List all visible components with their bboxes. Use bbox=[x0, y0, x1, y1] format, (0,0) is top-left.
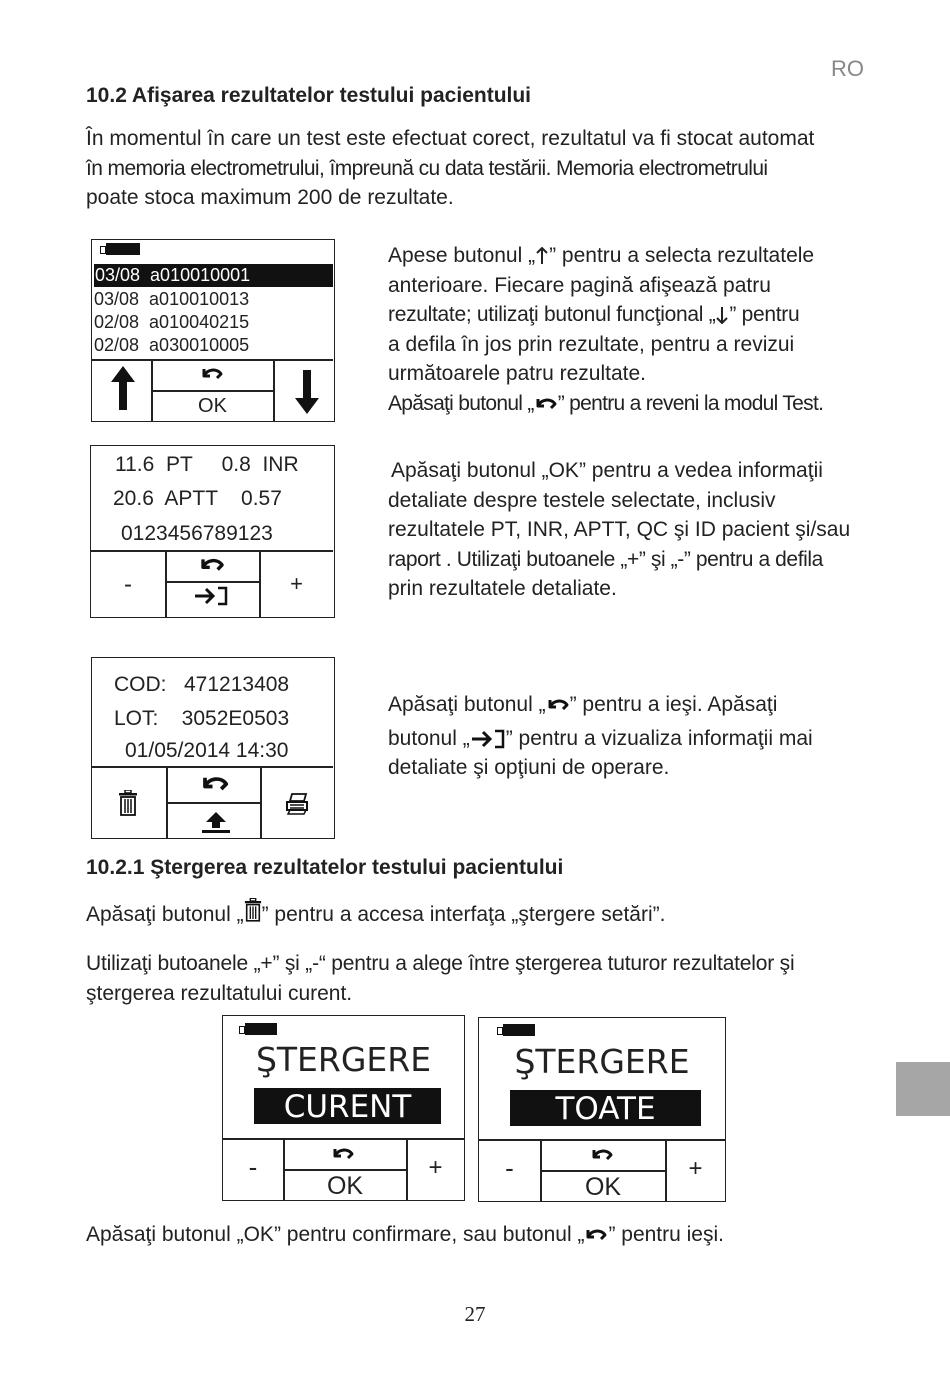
side-tab-marker bbox=[896, 1062, 950, 1116]
delete-title: ŞTERGERE bbox=[255, 1040, 432, 1079]
arrow-up-icon bbox=[535, 247, 549, 265]
delete-choice-paragraph bbox=[86, 949, 863, 1008]
battery-icon bbox=[245, 1023, 277, 1035]
result-row[interactable]: 02/08 a030010005 bbox=[94, 335, 250, 355]
intro-line: În momentul în care un test este efectuat corect, rezultatul va fi stocat automat bbox=[86, 127, 815, 150]
back-icon[interactable] bbox=[198, 556, 226, 574]
back-icon bbox=[534, 396, 558, 412]
text: ” pentru a vizualiza informaţii mai bbox=[505, 726, 813, 750]
back-icon bbox=[584, 1227, 608, 1243]
minus-button[interactable]: - bbox=[124, 571, 132, 598]
arrow-down-icon bbox=[715, 306, 729, 324]
text: ” pentru a selecta rezultatele bbox=[549, 244, 815, 267]
text: Apăsaţi butonul „OK” pentru a vedea informaţii bbox=[391, 459, 823, 482]
arrow-up-icon[interactable] bbox=[108, 364, 138, 412]
intro-paragraph bbox=[86, 124, 863, 213]
text: rezultatele PT, INR, APTT, QC şi ID pacient şi/sau bbox=[388, 518, 851, 541]
language-label: RO bbox=[831, 56, 864, 81]
confirm-paragraph bbox=[86, 1220, 724, 1250]
text: detaliate şi opţiuni de operare. bbox=[388, 756, 670, 779]
result-row[interactable]: 02/08 a010040215 bbox=[94, 312, 250, 332]
text: ” pentru ieşi. bbox=[608, 1223, 724, 1246]
plus-button[interactable]: + bbox=[688, 1155, 703, 1182]
minus-button[interactable]: - bbox=[505, 1153, 514, 1183]
lot-line: LOT: 3052E0503 bbox=[114, 707, 290, 730]
delete-current-screen bbox=[222, 1015, 465, 1201]
text: Apăsaţi butonul „ bbox=[388, 391, 534, 415]
trash-icon bbox=[244, 898, 262, 922]
text: butonul „ bbox=[388, 726, 470, 750]
list-instructions bbox=[388, 241, 868, 418]
delete-option-current[interactable]: CURENT bbox=[254, 1088, 441, 1124]
text: ” pentru a ieşi. Apăsaţi bbox=[569, 693, 778, 716]
info-screen bbox=[91, 657, 335, 839]
enter-icon[interactable] bbox=[193, 586, 229, 606]
text: rezultate; utilizaţi butonul funcţional „ bbox=[388, 303, 716, 326]
delete-access-paragraph bbox=[86, 900, 665, 930]
text: ştergerea rezultatului curent. bbox=[86, 981, 353, 1005]
text: anterioare. Fiecare pagină afişează patru bbox=[388, 273, 771, 297]
delete-all-screen bbox=[478, 1017, 726, 1202]
ok-button[interactable]: OK bbox=[198, 395, 227, 417]
intro-line: în memoria electrometrului, împreună cu data testării. Memoria electrometrului bbox=[86, 156, 768, 180]
back-icon[interactable] bbox=[590, 1147, 614, 1163]
result-row[interactable]: 03/08 a010010013 bbox=[94, 289, 250, 309]
back-icon[interactable] bbox=[331, 1146, 355, 1162]
ok-button[interactable]: OK bbox=[326, 1172, 364, 1200]
text: Apăsaţi butonul „OK” pentru confirmare, sau butonul „ bbox=[86, 1223, 585, 1246]
enter-icon bbox=[470, 729, 506, 749]
text: raport . Utilizaţi butoanele „+” şi „-” pentru a defila bbox=[388, 547, 823, 571]
text: Apese butonul „ bbox=[388, 244, 536, 267]
delete-option-all[interactable]: TOATE bbox=[510, 1090, 701, 1126]
pt-inr-line: 11.6 PT 0.8 INR bbox=[115, 453, 299, 476]
text: ” pentru a accesa interfaţa „ştergere setări”. bbox=[261, 903, 666, 926]
text: Apăsaţi butonul „ bbox=[388, 693, 546, 716]
text: a defila în jos prin rezultate, pentru a revizui bbox=[388, 332, 795, 356]
plus-button[interactable]: + bbox=[290, 571, 303, 596]
minus-button[interactable]: - bbox=[248, 1152, 258, 1182]
aptt-line: 20.6 APTT 0.57 bbox=[113, 487, 282, 510]
result-row[interactable]: 03/08 a010010001 bbox=[94, 264, 333, 287]
page-number: 27 bbox=[464, 1302, 486, 1326]
battery-icon bbox=[503, 1024, 535, 1036]
text: ” pentru bbox=[729, 303, 800, 326]
detail-screen bbox=[90, 445, 335, 618]
back-icon bbox=[546, 697, 570, 713]
info-instructions bbox=[388, 690, 868, 783]
back-icon[interactable] bbox=[198, 774, 232, 794]
text: detaliate despre testele selectate, inclusiv bbox=[388, 488, 776, 512]
code-line: COD: 471213408 bbox=[114, 673, 290, 696]
plus-button[interactable]: + bbox=[428, 1154, 443, 1181]
ok-button[interactable]: OK bbox=[584, 1173, 622, 1201]
back-icon[interactable] bbox=[200, 366, 224, 382]
delete-title: ŞTERGERE bbox=[514, 1042, 690, 1081]
datetime-line: 01/05/2014 14:30 bbox=[125, 739, 289, 762]
battery-icon bbox=[106, 243, 140, 255]
text: Apăsaţi butonul „ bbox=[86, 903, 244, 926]
intro-line: poate stoca maximum 200 de rezultate. bbox=[86, 186, 454, 209]
text: ” pentru a reveni la modul Test. bbox=[557, 391, 824, 415]
printer-icon[interactable] bbox=[284, 792, 310, 816]
detail-instructions bbox=[388, 456, 868, 604]
text: prin rezultatele detaliate. bbox=[388, 577, 617, 600]
text: Utilizaţi butoanele „+” şi „-“ pentru a alege între ştergerea tuturor rezultatelor şi bbox=[86, 952, 795, 975]
upload-icon[interactable] bbox=[200, 810, 232, 834]
arrow-down-icon[interactable] bbox=[292, 368, 322, 416]
text: următoarele patru rezultate. bbox=[388, 362, 646, 385]
patient-id-line: 0123456789123 bbox=[121, 522, 273, 545]
trash-icon[interactable] bbox=[118, 790, 138, 816]
results-list-screen bbox=[91, 239, 335, 422]
subsection-heading: 10.2.1 Ştergerea rezultatelor testului pacientului bbox=[86, 856, 564, 879]
section-heading: 10.2 Afişarea rezultatelor testului pacientului bbox=[86, 84, 532, 107]
